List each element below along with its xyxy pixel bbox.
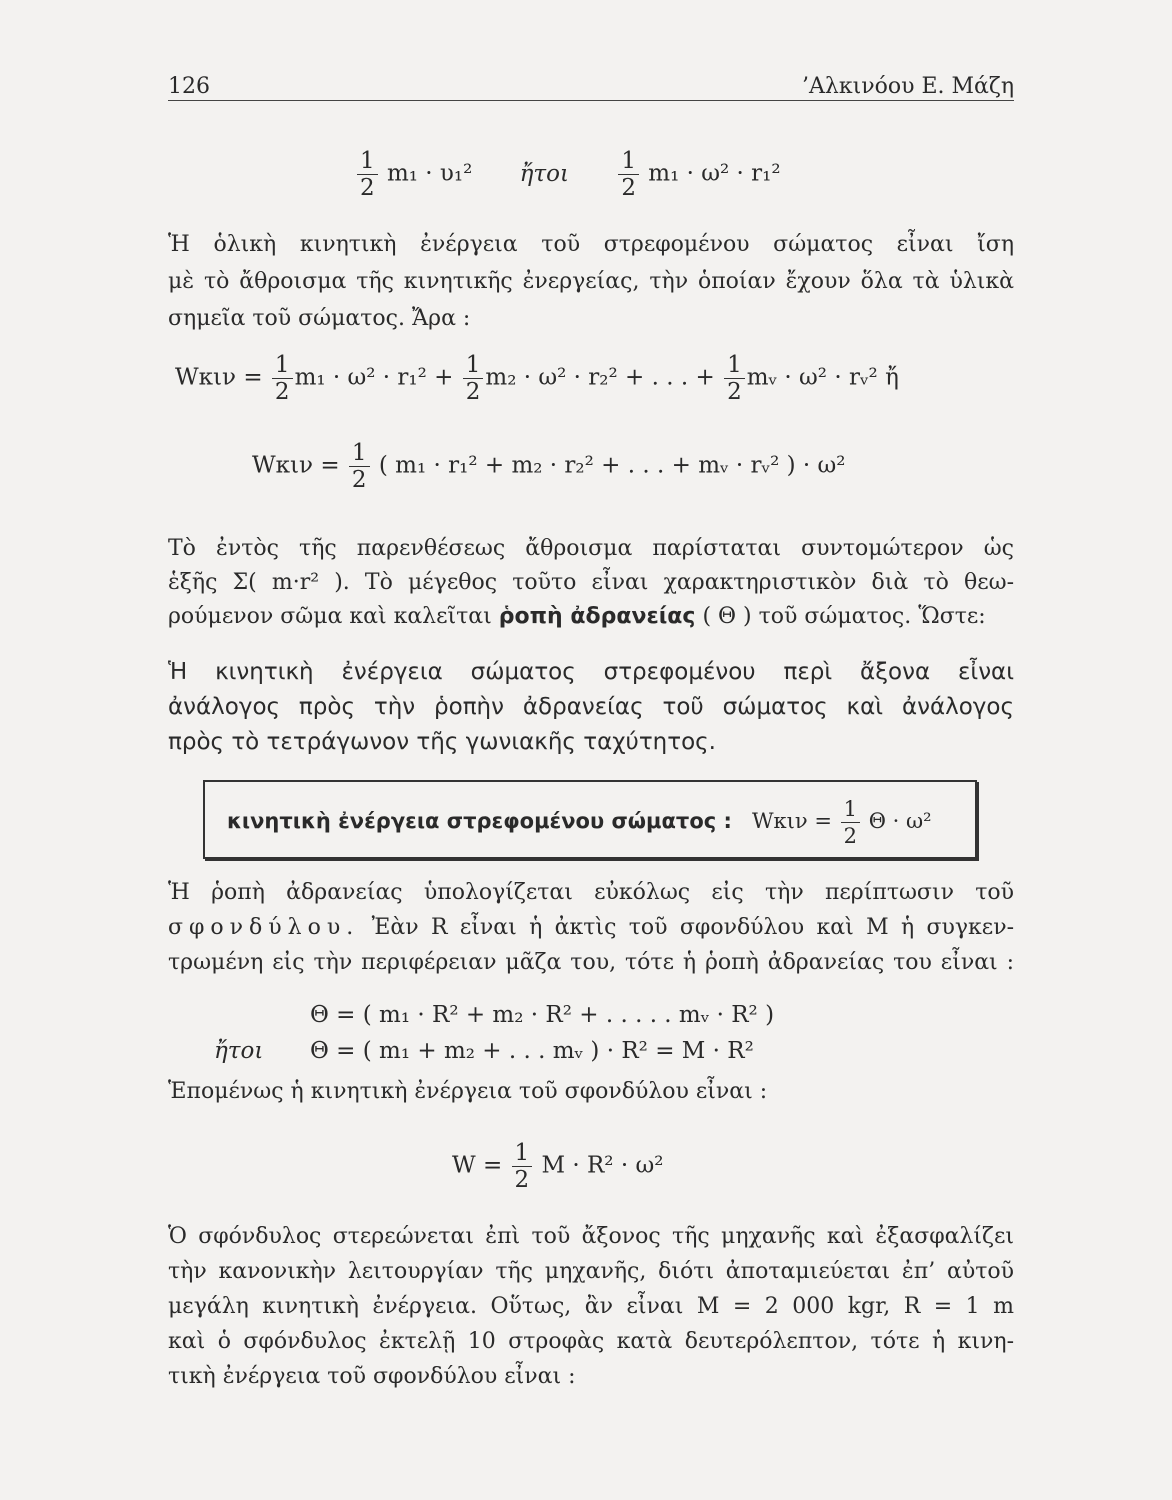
equation-kinetic-point: $\frac{1}{2}$ m₁ · υ₁² ἤτοι $\frac{1}{2}$ m₁ · ω² · r₁² bbox=[355, 148, 781, 201]
fraction-half: $\frac{1}{2}$ bbox=[357, 148, 378, 201]
paragraph-line: σημεῖα τοῦ σώματος. Ἄρα : bbox=[168, 306, 471, 331]
paragraph-line: μεγάλη κινητικὴ ἐνέργεια. Οὕτως, ἂν εἶναι M = 2 000 kgr, R = 1 m bbox=[168, 1294, 1014, 1319]
fraction-half: $\frac{1}{2}$ bbox=[618, 148, 639, 201]
fraction-half: $\frac{1}{2}$ bbox=[724, 352, 745, 405]
paragraph-line: ρούμενον σῶμα καὶ καλεῖται ῥοπὴ ἀδρανείας ( Θ ) τοῦ σώματος. Ὥστε: bbox=[168, 604, 986, 629]
paragraph-line: ἑξῆς Σ( m·r² ). Τὸ μέγεθος τοῦτο εἶναι χαρακτηριστικὸν διὰ τὸ θεω- bbox=[168, 570, 1014, 595]
equation-moment-sum: Θ = ( m₁ · R² + m₂ · R² + . . . . . mᵥ · R² ) bbox=[310, 1002, 775, 1028]
paragraph-line: Ἡ ὁλικὴ κινητικὴ ἐνέργεια τοῦ στρεφομένου σώματος εἶναι ἴση bbox=[168, 232, 1014, 257]
equation-prefix: ἤτοι bbox=[214, 1038, 264, 1064]
paragraph-line: Ἡ ῥοπὴ ἀδρανείας ὑπολογίζεται εὐκόλως εἰς τὴν περίπτωσιν τοῦ bbox=[168, 880, 1014, 905]
paragraph-line: καὶ ὁ σφόνδυλος ἐκτελῇ 10 στροφὰς κατὰ δευτερόλεπτον, τότε ἡ κινη- bbox=[168, 1329, 1014, 1354]
formula-box bbox=[203, 780, 977, 859]
law-line: πρὸς τὸ τετράγωνον τῆς γωνιακῆς ταχύτητος. bbox=[168, 729, 716, 755]
paragraph-line: μὲ τὸ ἄθροισμα τῆς κινητικῆς ἐνεργείας, τὴν ὁποίαν ἔχουν ὅλα τὰ ὑλικὰ bbox=[168, 269, 1014, 294]
paragraph-line: σφονδύλου. Ἐὰν R εἶναι ἡ ἀκτὶς τοῦ σφονδύλου καὶ M ἡ συγκεν- bbox=[168, 915, 1014, 940]
page-number: 126 bbox=[168, 74, 210, 99]
fraction-half: $\frac{1}{2}$ bbox=[463, 352, 484, 405]
fraction-half: $\frac{1}{2}$ bbox=[272, 352, 293, 405]
paragraph-line: Ὁ σφόνδυλος στερεώνεται ἐπὶ τοῦ ἄξονος τῆς μηχανῆς καὶ ἐξασφαλίζει bbox=[168, 1224, 1014, 1249]
fraction-half: $\frac{1}{2}$ bbox=[512, 1140, 533, 1193]
paragraph-line: τικὴ ἐνέργεια τοῦ σφονδύλου εἶναι : bbox=[168, 1364, 576, 1389]
equation-flywheel-energy: W = $\frac{1}{2}$ M · R² · ω² bbox=[452, 1140, 664, 1193]
equation-total-kinetic-factored: Wκιν = $\frac{1}{2}$ ( m₁ · r₁² + m₂ · r₂² + . . . + mᵥ · rᵥ² ) · ω² bbox=[252, 440, 846, 493]
law-line: Ἡ κινητικὴ ἐνέργεια σώματος στρεφομένου περὶ ἄξονα εἶναι bbox=[168, 659, 1014, 685]
formula-label: κινητικὴ ἐνέργεια στρεφομένου σώματος : bbox=[227, 809, 732, 833]
boxed-formula: κινητικὴ ἐνέργεια στρεφομένου σώματος : Wκιν = $\frac{1}{2}$ Θ · ω² bbox=[227, 797, 932, 848]
fraction-half: $\frac{1}{2}$ bbox=[841, 796, 860, 849]
running-head-author: ’Αλκινόου Ε. Μάζη bbox=[802, 74, 1014, 99]
paragraph-line: τρωμένη εἰς τὴν περιφέρειαν μᾶζα του, τότε ἡ ῥοπὴ ἀδρανείας του εἶναι : bbox=[168, 950, 1014, 975]
paragraph-line: τὴν κανονικὴν λειτουργίαν τῆς μηχανῆς, διότι ἀποταμιεύεται ἐπ’ αὐτοῦ bbox=[168, 1259, 1014, 1284]
paragraph-line: Τὸ ἐντὸς τῆς παρενθέσεως ἄθροισμα παρίσταται συντομώτερον ὡς bbox=[168, 536, 1014, 561]
equation-moment-result: Θ = ( m₁ + m₂ + . . . mᵥ ) · R² = M · R² bbox=[310, 1038, 754, 1064]
paragraph-line: Ἑπομένως ἡ κινητικὴ ἐνέργεια τοῦ σφονδύλου εἶναι : bbox=[168, 1079, 768, 1104]
fraction-half: $\frac{1}{2}$ bbox=[349, 440, 370, 493]
term-flywheel: σφονδύλου. bbox=[168, 915, 360, 940]
page-header bbox=[168, 66, 1014, 101]
law-line: ἀνάλογος πρὸς τὴν ῥοπὴν ἀδρανείας τοῦ σώματος καὶ ἀνάλογος bbox=[168, 694, 1014, 720]
term-moment-of-inertia: ῥοπὴ ἀδρανείας bbox=[498, 604, 696, 629]
equation-total-kinetic: Wκιν = $\frac{1}{2}$ m₁ · ω² · r₁² + $\frac{1}{2}$ m₂ · ω² · r₂² + . . . + $\frac{1}{2}$ mᵥ · ω² · rᵥ² ἤ bbox=[175, 352, 899, 405]
